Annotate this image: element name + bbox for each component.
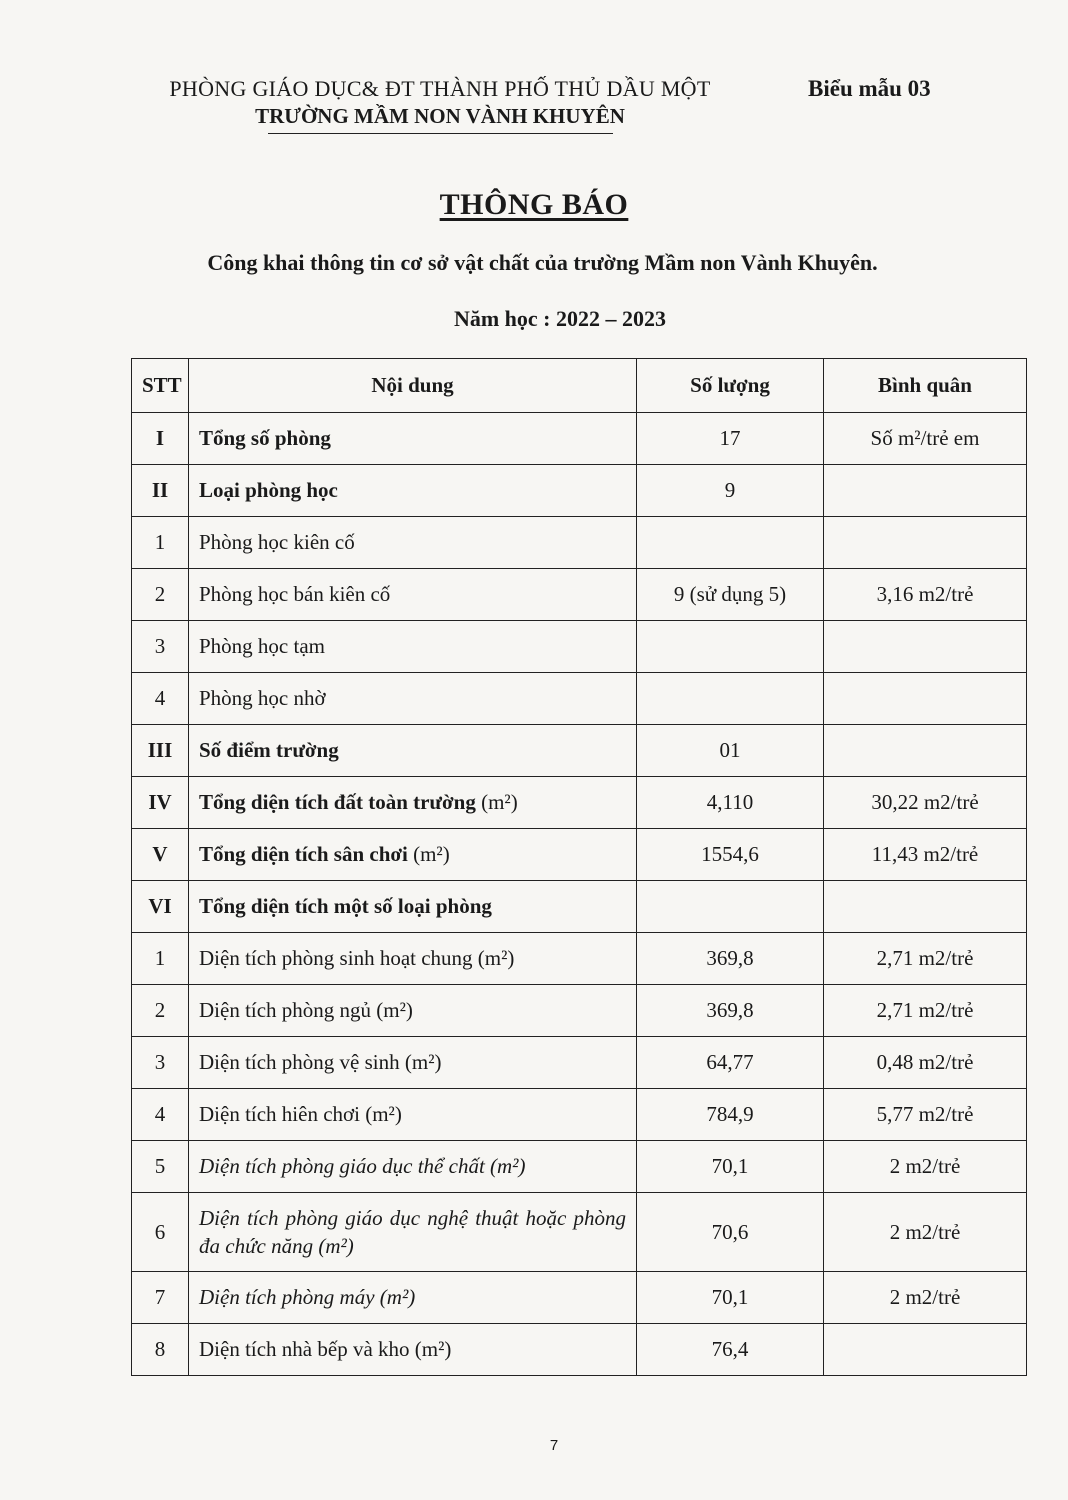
table-row (132, 1037, 1027, 1089)
cell-quantity (637, 621, 824, 673)
col-header-average: Bình quân (824, 359, 1027, 413)
cell-average (824, 465, 1027, 517)
cell-quantity: 1554,6 (637, 829, 824, 881)
cell-average: 2,71 m2/trẻ (824, 933, 1027, 985)
cell-stt: 3 (132, 621, 189, 673)
cell-content: Phòng học tạm (189, 621, 637, 673)
cell-quantity: 369,8 (637, 985, 824, 1037)
form-label: Biểu mẫu 03 (808, 76, 931, 101)
cell-content: Diện tích nhà bếp và kho (m²) (189, 1324, 637, 1376)
school-name: TRƯỜNG MẦM NON VÀNH KHUYÊN (255, 104, 625, 128)
cell-stt: 2 (132, 985, 189, 1037)
table-row (132, 725, 1027, 777)
cell-quantity: 369,8 (637, 933, 824, 985)
table-row (132, 1324, 1027, 1376)
cell-content: Diện tích phòng ngủ (m²) (189, 985, 637, 1037)
cell-stt: 3 (132, 1037, 189, 1089)
table-row (132, 413, 1027, 465)
table-row (132, 829, 1027, 881)
page-number: 7 (549, 1437, 559, 1454)
table-row (132, 1089, 1027, 1141)
cell-quantity (637, 673, 824, 725)
cell-quantity: 64,77 (637, 1037, 824, 1089)
cell-quantity: 784,9 (637, 1089, 824, 1141)
header-left (130, 76, 750, 134)
facilities-table (131, 358, 1027, 1376)
cell-content: Diện tích phòng sinh hoạt chung (m²) (189, 933, 637, 985)
cell-average: 2 m2/trẻ (824, 1141, 1027, 1193)
header-divider (268, 133, 613, 134)
page-subtitle: Công khai thông tin cơ sở vật chất của trường Mầm non Vành Khuyên. (207, 250, 878, 275)
cell-content: Diện tích hiên chơi (m²) (189, 1089, 637, 1141)
cell-content: Diện tích phòng giáo dục nghệ thuật hoặc phòng đa chức năng (m²) (189, 1193, 637, 1272)
cell-content (189, 777, 637, 829)
cell-stt: 4 (132, 1089, 189, 1141)
cell-quantity: 17 (637, 413, 824, 465)
table-header-row (132, 359, 1027, 413)
table-row (132, 673, 1027, 725)
cell-content: Tổng diện tích một số loại phòng (189, 881, 637, 933)
cell-content: Số điểm trường (189, 725, 637, 777)
col-header-content: Nội dung (189, 359, 637, 413)
cell-average (824, 725, 1027, 777)
page-title-wrap (0, 188, 1068, 222)
cell-stt: 6 (132, 1193, 189, 1272)
cell-average (824, 881, 1027, 933)
cell-quantity: 70,1 (637, 1272, 824, 1324)
cell-content: Phòng học bán kiên cố (189, 569, 637, 621)
cell-stt: 5 (132, 1141, 189, 1193)
cell-stt: 8 (132, 1324, 189, 1376)
table-row (132, 985, 1027, 1037)
cell-quantity: 9 (637, 465, 824, 517)
cell-average (824, 517, 1027, 569)
table-row (132, 465, 1027, 517)
cell-quantity: 9 (sử dụng 5) (637, 569, 824, 621)
cell-quantity: 76,4 (637, 1324, 824, 1376)
cell-content: Phòng học kiên cố (189, 517, 637, 569)
cell-content-label: Tổng diện tích đất toàn trường (199, 790, 476, 814)
cell-stt: 7 (132, 1272, 189, 1324)
cell-stt: 1 (132, 933, 189, 985)
cell-stt: I (132, 413, 189, 465)
page-title: THÔNG BÁO (439, 188, 629, 221)
table-row (132, 1141, 1027, 1193)
cell-content-label: Tổng diện tích sân chơi (199, 842, 408, 866)
cell-average: 30,22 m2/trẻ (824, 777, 1027, 829)
table-row (132, 517, 1027, 569)
cell-content: Phòng học nhờ (189, 673, 637, 725)
cell-average (824, 673, 1027, 725)
cell-quantity: 70,6 (637, 1193, 824, 1272)
department-name: PHÒNG GIÁO DỤC& ĐT THÀNH PHỐ THỦ DẦU MỘT (169, 76, 711, 101)
cell-quantity: 70,1 (637, 1141, 824, 1193)
cell-content: Diện tích phòng giáo dục thể chất (m²) (189, 1141, 637, 1193)
cell-average: 0,48 m2/trẻ (824, 1037, 1027, 1089)
cell-stt: 1 (132, 517, 189, 569)
table-row (132, 569, 1027, 621)
table-row (132, 1272, 1027, 1324)
cell-average (824, 621, 1027, 673)
cell-average: Số m²/trẻ em (824, 413, 1027, 465)
cell-average: 2 m2/trẻ (824, 1272, 1027, 1324)
cell-quantity: 01 (637, 725, 824, 777)
cell-stt: IV (132, 777, 189, 829)
cell-content (189, 829, 637, 881)
cell-average: 5,77 m2/trẻ (824, 1089, 1027, 1141)
cell-average: 2,71 m2/trẻ (824, 985, 1027, 1037)
school-year: Năm học : 2022 – 2023 (453, 306, 667, 331)
cell-average: 3,16 m2/trẻ (824, 569, 1027, 621)
cell-stt: VI (132, 881, 189, 933)
cell-content-unit: (m²) (475, 790, 518, 814)
cell-content-unit: (m²) (407, 842, 450, 866)
cell-quantity: 4,110 (637, 777, 824, 829)
cell-content: Diện tích phòng vệ sinh (m²) (189, 1037, 637, 1089)
cell-stt: 4 (132, 673, 189, 725)
cell-stt: 2 (132, 569, 189, 621)
cell-quantity (637, 881, 824, 933)
col-header-stt: STT (132, 359, 189, 413)
cell-content: Loại phòng học (189, 465, 637, 517)
table-row (132, 777, 1027, 829)
cell-average (824, 1324, 1027, 1376)
cell-average: 11,43 m2/trẻ (824, 829, 1027, 881)
cell-stt: II (132, 465, 189, 517)
table-row (132, 933, 1027, 985)
cell-content: Tổng số phòng (189, 413, 637, 465)
cell-stt: V (132, 829, 189, 881)
table-row (132, 621, 1027, 673)
cell-content: Diện tích phòng máy (m²) (189, 1272, 637, 1324)
cell-stt: III (132, 725, 189, 777)
cell-quantity (637, 517, 824, 569)
table-row (132, 881, 1027, 933)
cell-average: 2 m2/trẻ (824, 1193, 1027, 1272)
table-row (132, 1193, 1027, 1272)
col-header-quantity: Số lượng (637, 359, 824, 413)
